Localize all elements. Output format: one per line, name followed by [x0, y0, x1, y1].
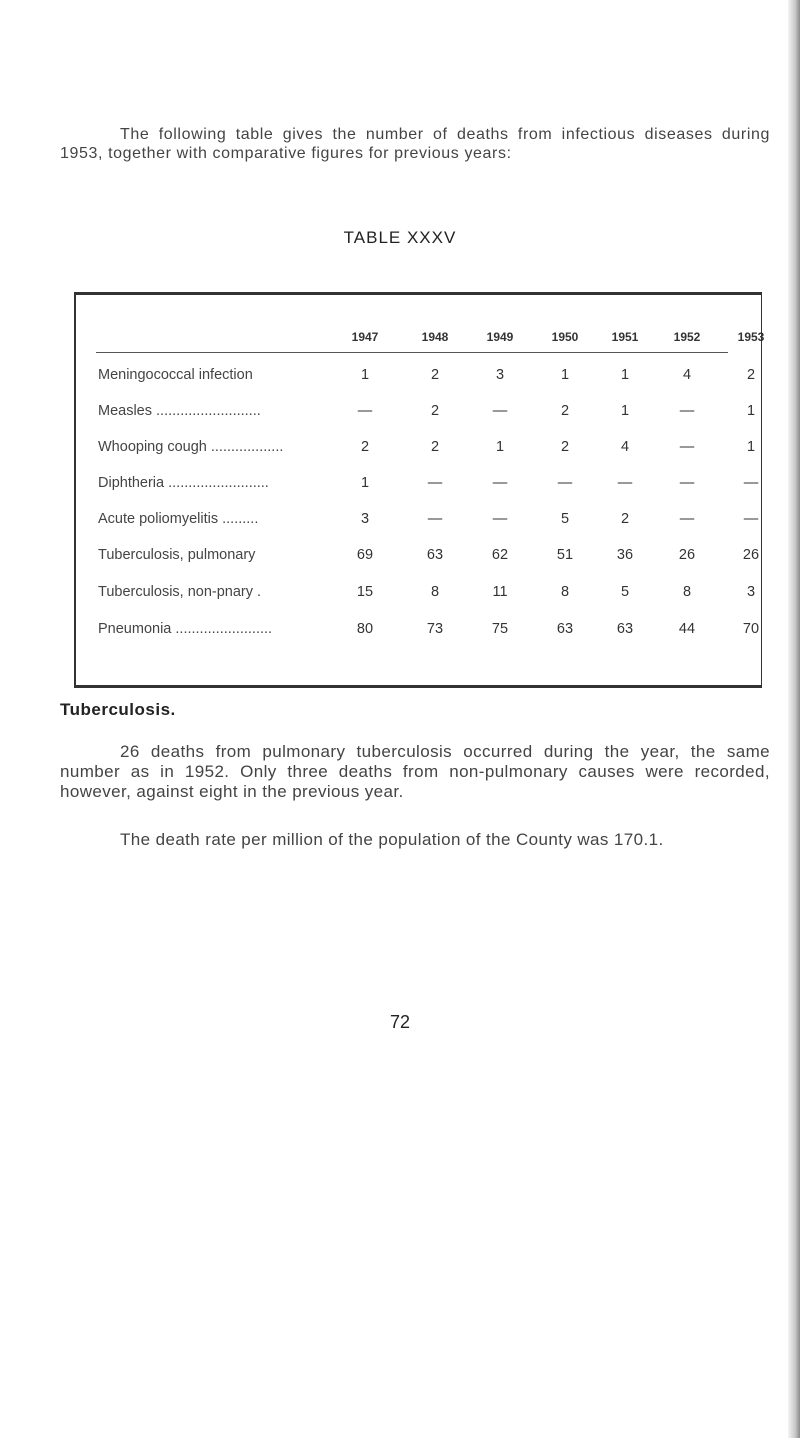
table-row-label: Tuberculosis, pulmonary	[98, 547, 256, 563]
table-cell: 51	[556, 547, 574, 563]
table-cell: 4	[620, 439, 630, 455]
year-header-1953: 1953	[737, 330, 765, 344]
table-cell: 11	[492, 584, 508, 600]
table-cell: —	[679, 439, 695, 455]
table-cell: —	[743, 511, 759, 527]
table-cell: —	[679, 403, 695, 419]
table-cell: 8	[682, 584, 692, 600]
table-cell: —	[557, 475, 573, 491]
table-row-label: Tuberculosis, non-pnary .	[98, 584, 262, 600]
table-cell: —	[427, 511, 443, 527]
table-cell: 70	[742, 621, 760, 637]
year-header-1950: 1950	[551, 330, 579, 344]
table-cell: 73	[426, 621, 444, 637]
table-cell: 2	[560, 439, 570, 455]
table-cell: 80	[356, 621, 374, 637]
table-cell: 26	[742, 547, 760, 563]
table-cell: 2	[560, 403, 570, 419]
intro-paragraph: The following table gives the number of deaths from infectious diseases during 1953, together with comparative figures for previous years:	[60, 126, 770, 162]
table-cell: 3	[746, 584, 756, 600]
paragraph-death-rate: The death rate per million of the population of the County was 170.1.	[120, 830, 664, 849]
table-cell: 2	[430, 439, 440, 455]
table-cell: 26	[678, 547, 696, 563]
table-cell: —	[492, 511, 508, 527]
table-row-label: Measles ..........................	[98, 403, 261, 419]
table-cell: 1	[360, 367, 370, 383]
table-cell: —	[427, 475, 443, 491]
year-header-1948: 1948	[421, 330, 449, 344]
table-cell: —	[743, 475, 759, 491]
table-header-rule	[96, 352, 728, 353]
table-cell: —	[679, 475, 695, 491]
table-row-label: Whooping cough ..................	[98, 439, 284, 455]
table-cell: 1	[746, 439, 756, 455]
table-cell: 44	[678, 621, 696, 637]
table-cell: 2	[430, 367, 440, 383]
table-cell: 1	[620, 403, 630, 419]
table-cell: 1	[620, 367, 630, 383]
table-cell: 63	[616, 621, 634, 637]
table-cell: 15	[356, 584, 374, 600]
table-cell: 1	[495, 439, 505, 455]
table-cell: 3	[360, 511, 370, 527]
table-cell: 3	[495, 367, 505, 383]
table-cell: —	[617, 475, 633, 491]
table-cell: 36	[616, 547, 634, 563]
table-cell: 5	[620, 584, 630, 600]
table-cell: —	[679, 511, 695, 527]
table-cell: 75	[491, 621, 509, 637]
table-cell: 69	[356, 547, 374, 563]
table-cell: 8	[560, 584, 570, 600]
table-cell: —	[492, 403, 508, 419]
table-cell: 63	[426, 547, 444, 563]
page-number: 72	[389, 1012, 411, 1032]
table-cell: 1	[560, 367, 570, 383]
table-cell: —	[492, 475, 508, 491]
table-cell: 2	[746, 367, 756, 383]
table-row-label: Meningococcal infection	[98, 367, 253, 383]
table-cell: —	[357, 403, 373, 419]
table-row-label: Diphtheria .........................	[98, 475, 269, 491]
year-header-1947: 1947	[351, 330, 379, 344]
table-cell: 4	[682, 367, 692, 383]
year-header-1952: 1952	[673, 330, 701, 344]
table-cell: 8	[430, 584, 440, 600]
section-heading: Tuberculosis.	[60, 700, 176, 719]
table-title: TABLE XXXV	[343, 228, 457, 247]
table-cell: 1	[746, 403, 756, 419]
table-row-label: Acute poliomyelitis .........	[98, 511, 259, 527]
paragraph-tuberculosis-deaths: 26 deaths from pulmonary tuberculosis occurred during the year, the same number as in 1952. Only three deaths from non-pulmonary causes were recorded, however, against eight in the previous year.	[60, 742, 770, 801]
table-cell: 5	[560, 511, 570, 527]
scanned-page-edge	[788, 0, 800, 1438]
year-header-1949: 1949	[486, 330, 514, 344]
table-cell: 2	[620, 511, 630, 527]
table-cell: 1	[360, 475, 370, 491]
table-cell: 2	[360, 439, 370, 455]
table-row-label: Pneumonia ........................	[98, 621, 273, 637]
table-cell: 2	[430, 403, 440, 419]
table-cell: 63	[556, 621, 574, 637]
year-header-1951: 1951	[611, 330, 639, 344]
table-cell: 62	[491, 547, 509, 563]
